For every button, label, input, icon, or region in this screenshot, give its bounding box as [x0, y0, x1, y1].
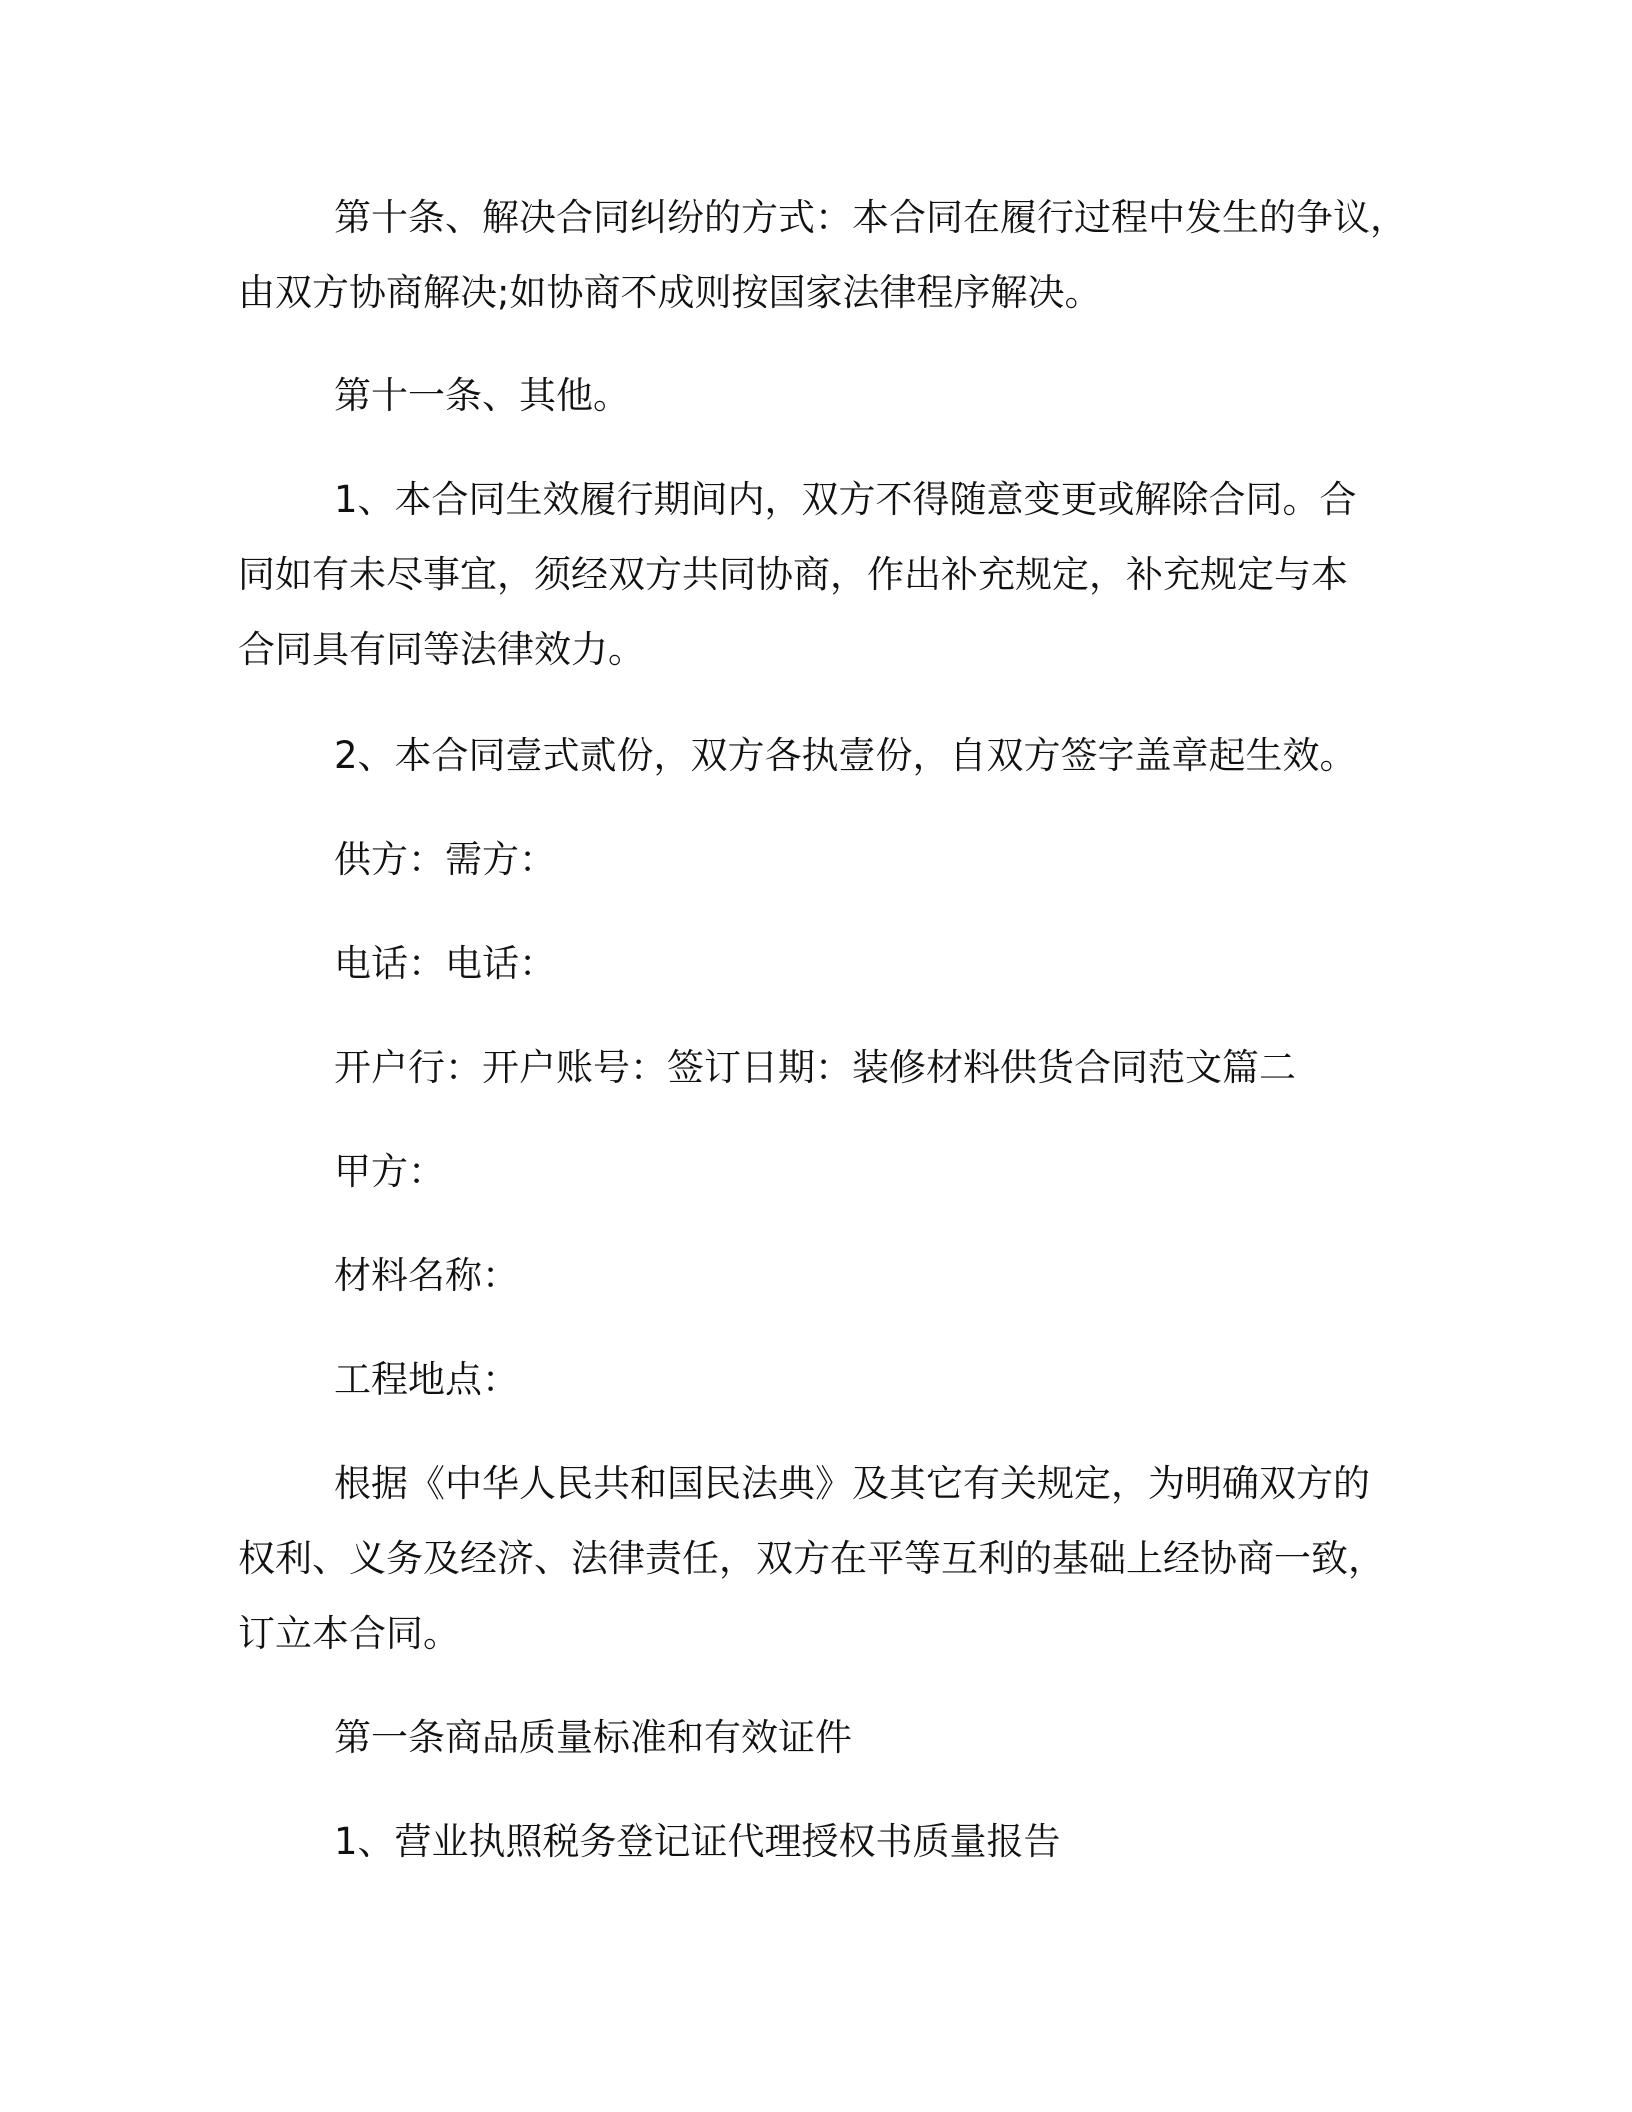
paragraph-project-location: [238, 1342, 1398, 1417]
paragraph-material-name: [238, 1238, 1398, 1313]
paragraph-clause-2: [238, 718, 1398, 793]
text-line: 2、本合同壹式贰份，双方各执壹份，自双方签字盖章起生效。: [334, 734, 1357, 777]
text-line: 甲方：: [334, 1150, 445, 1193]
paragraph-article-1: [238, 1700, 1398, 1775]
text-line: 第一条商品质量标准和有效证件: [334, 1716, 852, 1759]
paragraph-preamble: [238, 1446, 1398, 1671]
text-line: 第十条、解决合同纠纷的方式：本合同在履行过程中发生的争议，: [334, 196, 1407, 239]
paragraph-phone: [238, 926, 1398, 1001]
paragraph-party-a: [238, 1134, 1398, 1209]
paragraph-article-10: [238, 180, 1407, 330]
paragraph-bank-info: [238, 1030, 1398, 1105]
text-line: 由双方协商解决;如协商不成则按国家法律程序解决。: [238, 271, 1102, 314]
text-line: 工程地点：: [334, 1358, 519, 1401]
text-line: 第十一条、其他。: [334, 374, 630, 417]
text-line: 根据《中华人民共和国民法典》及其它有关规定，为明确双方的: [334, 1462, 1370, 1505]
paragraph-article-11: [238, 358, 1398, 433]
text-line: 开户行：开户账号：签订日期：装修材料供货合同范文篇二: [334, 1046, 1296, 1089]
text-line: 材料名称：: [334, 1254, 519, 1297]
paragraph-supplier-buyer: [238, 822, 1398, 897]
text-line: 1、营业执照税务登记证代理授权书质量报告: [334, 1820, 1061, 1863]
paragraph-article-1-item-1: [238, 1804, 1398, 1879]
text-line: 合同具有同等法律效力。: [238, 628, 645, 671]
paragraph-clause-1: [238, 462, 1398, 687]
text-line: 供方：需方：: [334, 838, 556, 881]
text-line: 订立本合同。: [238, 1612, 460, 1655]
text-line: 电话：电话：: [334, 942, 556, 985]
text-line: 1、本合同生效履行期间内，双方不得随意变更或解除合同。合: [334, 478, 1357, 521]
text-line: 同如有未尽事宜，须经双方共同协商，作出补充规定，补充规定与本: [238, 553, 1348, 596]
text-line: 权利、义务及经济、法律责任，双方在平等互利的基础上经协商一致，: [238, 1537, 1385, 1580]
